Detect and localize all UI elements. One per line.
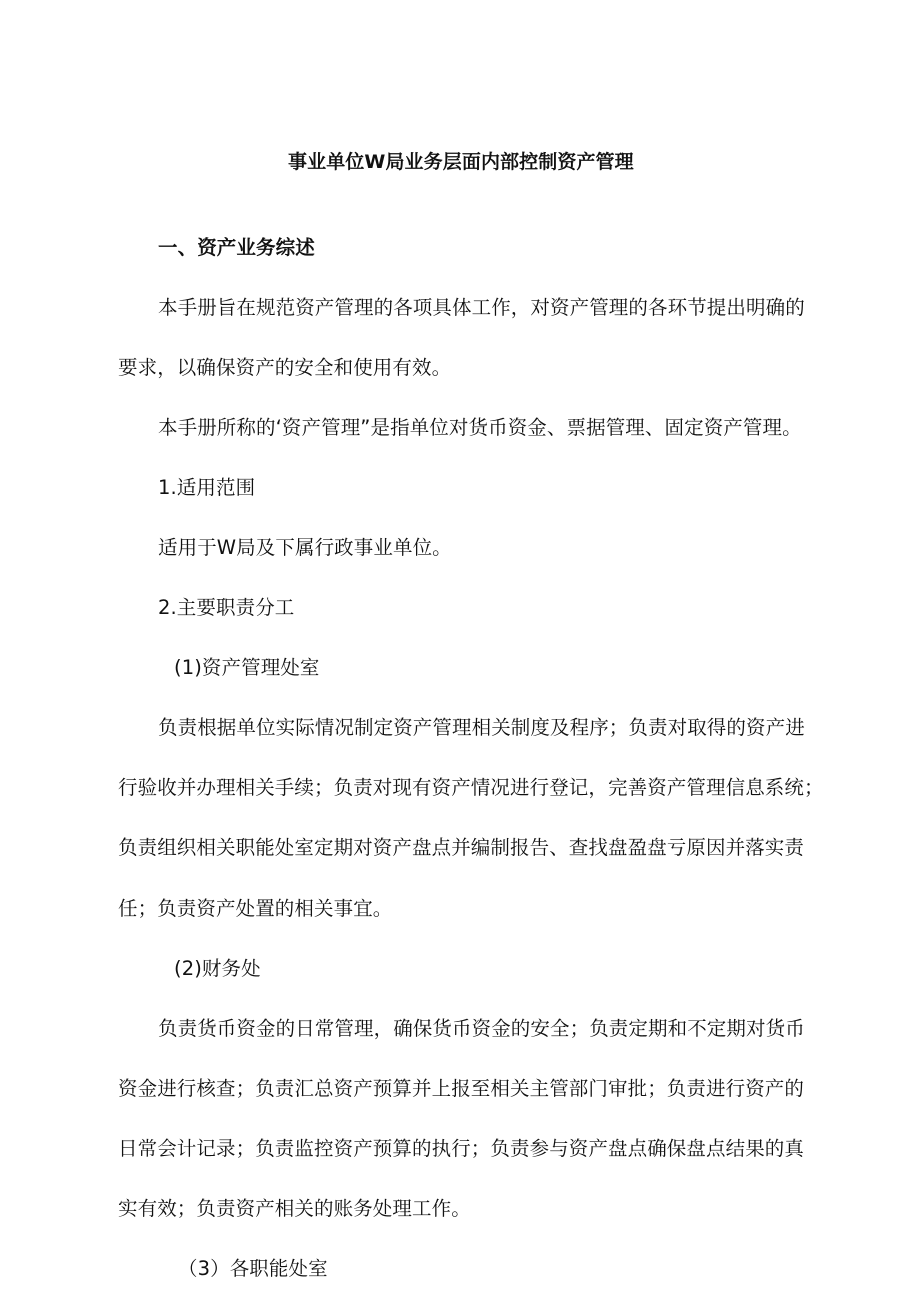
intro-line-1: 本手册旨在规范资产管理的各项具体工作，对资产管理的各环节提出明确的 bbox=[158, 296, 805, 319]
item-heading-scope: 1.适用范围 bbox=[158, 476, 256, 499]
asset-office-line-3: 负责组织相关职能处室定期对资产盘点并编制报告、查找盘盈盘亏原因并落实责 bbox=[118, 836, 805, 859]
intro-line-2: 要求，以确保资产的安全和使用有效。 bbox=[118, 356, 452, 379]
document-title: 事业单位W局业务层面内部控制资产管理 bbox=[288, 151, 634, 173]
definition-paragraph: 本手册所称的‘资产管理”是指单位对货币资金、票据管理、固定资产管理。 bbox=[158, 416, 802, 439]
section-heading-overview: 一、资产业务综述 bbox=[158, 236, 315, 259]
subheading-functional-offices: （3）各职能处室 bbox=[178, 1257, 328, 1280]
item-heading-responsibilities: 2.主要职责分工 bbox=[158, 596, 295, 619]
subheading-finance-office: (2)财务处 bbox=[174, 957, 261, 980]
finance-office-line-4: 实有效；负责资产相关的账务处理工作。 bbox=[118, 1197, 471, 1220]
scope-paragraph: 适用于W局及下属行政事业单位。 bbox=[158, 536, 452, 559]
finance-office-line-3: 日常会计记录；负责监控资产预算的执行；负责参与资产盘点确保盘点结果的真 bbox=[118, 1137, 805, 1160]
asset-office-line-2: 行验收并办理相关手续；负责对现有资产情况进行登记，完善资产管理信息系统； bbox=[118, 776, 824, 799]
subheading-asset-office: (1)资产管理处室 bbox=[174, 656, 320, 679]
finance-office-line-2: 资金进行核查；负责汇总资产预算并上报至相关主管部门审批；负责进行资产的 bbox=[118, 1077, 805, 1100]
asset-office-line-4: 任；负责资产处置的相关事宜。 bbox=[118, 897, 393, 920]
asset-office-line-1: 负责根据单位实际情况制定资产管理相关制度及程序；负责对取得的资产进 bbox=[158, 716, 805, 739]
finance-office-line-1: 负责货币资金的日常管理，确保货币资金的安全；负责定期和不定期对货币 bbox=[158, 1017, 805, 1040]
